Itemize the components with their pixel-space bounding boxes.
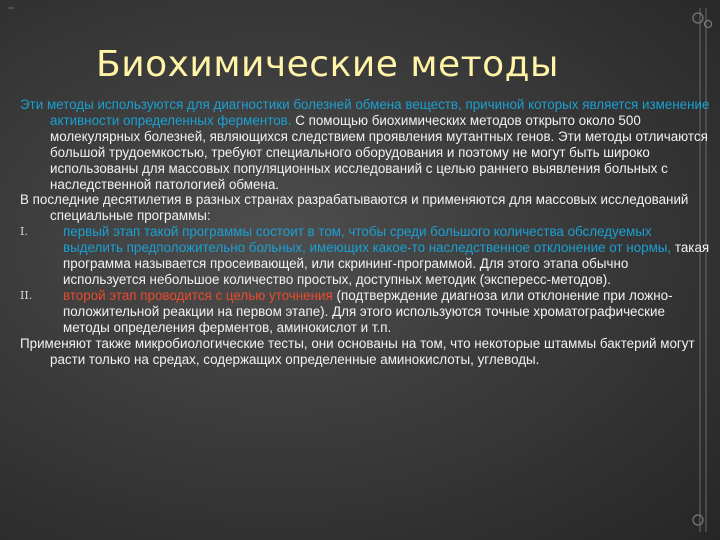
slide-body	[20, 97, 710, 367]
second-stage-text: (подтверждение диагноза или отклонение при ложно-положительной реакции на первом этапе). Для этого используются точные хроматографические методы определения ферментов, аминокислот и т.п.	[63, 287, 673, 335]
intro-highlight: Эти методы используются для диагностики болезней обмена веществ, причиной которых является изменение активности определенных ферментов.	[20, 97, 710, 128]
intro-text: С помощью биохимических методов открыто около 500 молекулярных болезней, являющихся следствием проявления мутантных генов. Эти методы отличаются большой трудоемкостью, требуют специального оборудования и поэтому не могут быть широко использованы для массовых популяционных исследований с целью раннего выявления больных с наследственной патологией обмена.	[50, 112, 708, 192]
list-number: II.	[20, 288, 33, 302]
second-stage-highlight: второй этап проводится с целью уточнения	[63, 287, 333, 303]
slide-title: Биохимические методы	[96, 44, 559, 85]
microbiology-paragraph: Применяют также микробиологические тесты, они основаны на том, что некоторые штаммы бактерий могут расти только на средах, содержащих определенные аминокислоты, углеводы.	[20, 335, 695, 367]
intro-paragraph	[20, 97, 710, 192]
list-item-first-stage	[20, 224, 710, 288]
programs-paragraph: В последние десятилетия в разных странах разрабатываются и применяются для массовых исследований специальные программы:	[20, 192, 689, 224]
first-stage-highlight: первый этап такой программы состоит в том, чтобы среди большого количества обследуемых выделить предположительно больных, имеющих какое-то наследственное отклонение от нормы,	[63, 224, 672, 256]
list-item-second-stage	[20, 288, 710, 336]
first-stage-text: такая программа называется просеивающей, или скрининг-программой. Для этого этапа обычно используется небольшое количество простых, доступных методик (экспересс-методов).	[63, 240, 710, 287]
list-number: I.	[20, 225, 28, 239]
